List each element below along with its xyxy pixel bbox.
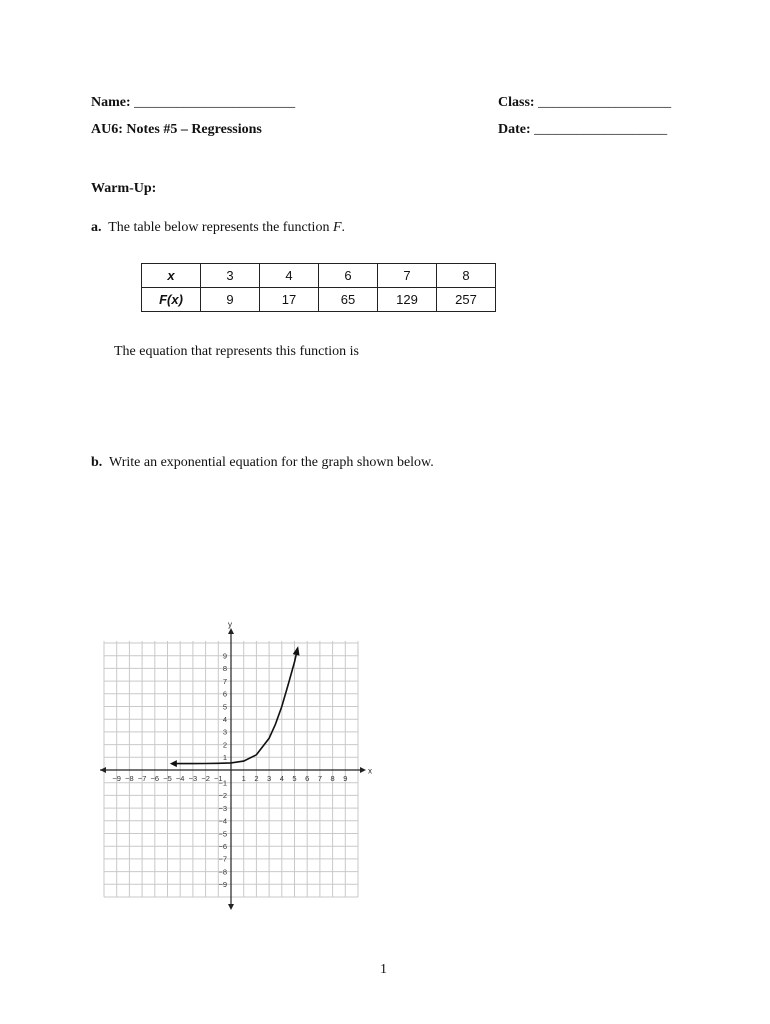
x-tick-label: 7 — [317, 774, 322, 783]
row-header-fx: F(x) — [142, 288, 201, 312]
x-tick-label: −1 — [214, 774, 223, 783]
exponential-graph — [90, 618, 380, 918]
part-a-text: The table below represents the function — [108, 220, 333, 235]
part-a-function-name: F — [332, 220, 342, 235]
row-header-x: x — [142, 264, 201, 288]
y-tick-label: −3 — [218, 803, 227, 813]
y-tick-label: −7 — [218, 854, 227, 864]
y-tick-label: −2 — [218, 791, 227, 801]
x-tick-label: 8 — [330, 774, 335, 783]
class-line — [498, 95, 671, 111]
fx-cell: 129 — [378, 288, 437, 312]
x-cell: 7 — [378, 264, 437, 288]
x-tick-label: 1 — [241, 774, 246, 783]
x-tick-label: −9 — [112, 774, 121, 783]
class-blank[interactable]: ___________________ — [538, 95, 672, 110]
exponential-curve — [174, 648, 298, 764]
part-a-letter: a. — [91, 220, 102, 235]
x-axis-left-arrow — [100, 767, 106, 773]
part-a-period: . — [341, 220, 346, 235]
x-tick-label: 4 — [279, 774, 284, 783]
part-b-question — [91, 455, 434, 471]
y-tick-label: 2 — [222, 740, 227, 750]
x-tick-label: −7 — [137, 774, 147, 783]
y-tick-label: 9 — [222, 651, 227, 661]
x-axis-right-arrow — [360, 767, 366, 773]
fx-cell: 257 — [437, 288, 496, 312]
x-cell: 8 — [437, 264, 496, 288]
y-tick-label: −6 — [218, 842, 227, 851]
y-tick-label: 5 — [222, 702, 227, 712]
y-tick-label: −4 — [218, 816, 227, 826]
curve-left-arrow — [170, 760, 177, 767]
x-tick-label: −6 — [150, 774, 160, 783]
curve-right-arrow — [293, 646, 300, 656]
name-line — [91, 95, 295, 111]
y-tick-label: −8 — [218, 867, 227, 877]
y-axis-bottom-arrow — [228, 904, 234, 910]
part-b-text: Write an exponential equation for the graph shown below. — [109, 455, 434, 470]
y-tick-label: −1 — [218, 778, 227, 788]
x-tick-label: −4 — [175, 774, 185, 783]
part-a-prompt: The equation that represents this function is — [114, 344, 359, 359]
date-label: Date: — [498, 122, 531, 137]
y-tick-label: 8 — [222, 664, 227, 674]
y-tick-label: 3 — [222, 727, 227, 737]
y-tick-label: 7 — [222, 676, 227, 686]
x-cell: 6 — [319, 264, 378, 288]
part-b-letter: b. — [91, 455, 103, 470]
class-label: Class: — [498, 95, 535, 110]
x-tick-label: 6 — [305, 774, 310, 783]
x-axis-label: x — [368, 766, 372, 776]
y-tick-label: 6 — [222, 689, 227, 699]
y-tick-label: −9 — [218, 880, 227, 890]
y-tick-label: −5 — [218, 829, 227, 839]
graph-axes — [100, 628, 366, 910]
x-tick-label: 2 — [254, 774, 259, 783]
x-cell: 3 — [201, 264, 260, 288]
y-tick-label: 1 — [222, 753, 227, 763]
function-table — [141, 263, 496, 312]
name-blank[interactable]: _______________________ — [134, 95, 296, 110]
x-tick-label: 5 — [292, 774, 297, 783]
x-tick-label: 3 — [267, 774, 272, 783]
y-axis-label: y — [228, 620, 232, 629]
x-cell: 4 — [260, 264, 319, 288]
x-tick-label: 9 — [343, 774, 348, 783]
warmup-heading: Warm-Up: — [91, 181, 157, 196]
name-label: Name: — [91, 95, 131, 110]
fx-cell: 65 — [319, 288, 378, 312]
table-row-fx — [142, 288, 496, 312]
x-tick-label: −8 — [125, 774, 134, 783]
fx-cell: 9 — [201, 288, 260, 312]
x-tick-label: −2 — [201, 774, 210, 783]
date-line — [498, 122, 667, 138]
x-tick-label: −5 — [163, 774, 172, 783]
fx-cell: 17 — [260, 288, 319, 312]
date-blank[interactable]: ___________________ — [534, 122, 668, 137]
part-a-question — [91, 220, 345, 236]
page-number: 1 — [380, 962, 387, 977]
y-tick-label: 4 — [222, 715, 227, 724]
document-title: AU6: Notes #5 – Regressions — [91, 122, 262, 137]
x-tick-label: −3 — [188, 774, 198, 783]
table-row-x — [142, 264, 496, 288]
